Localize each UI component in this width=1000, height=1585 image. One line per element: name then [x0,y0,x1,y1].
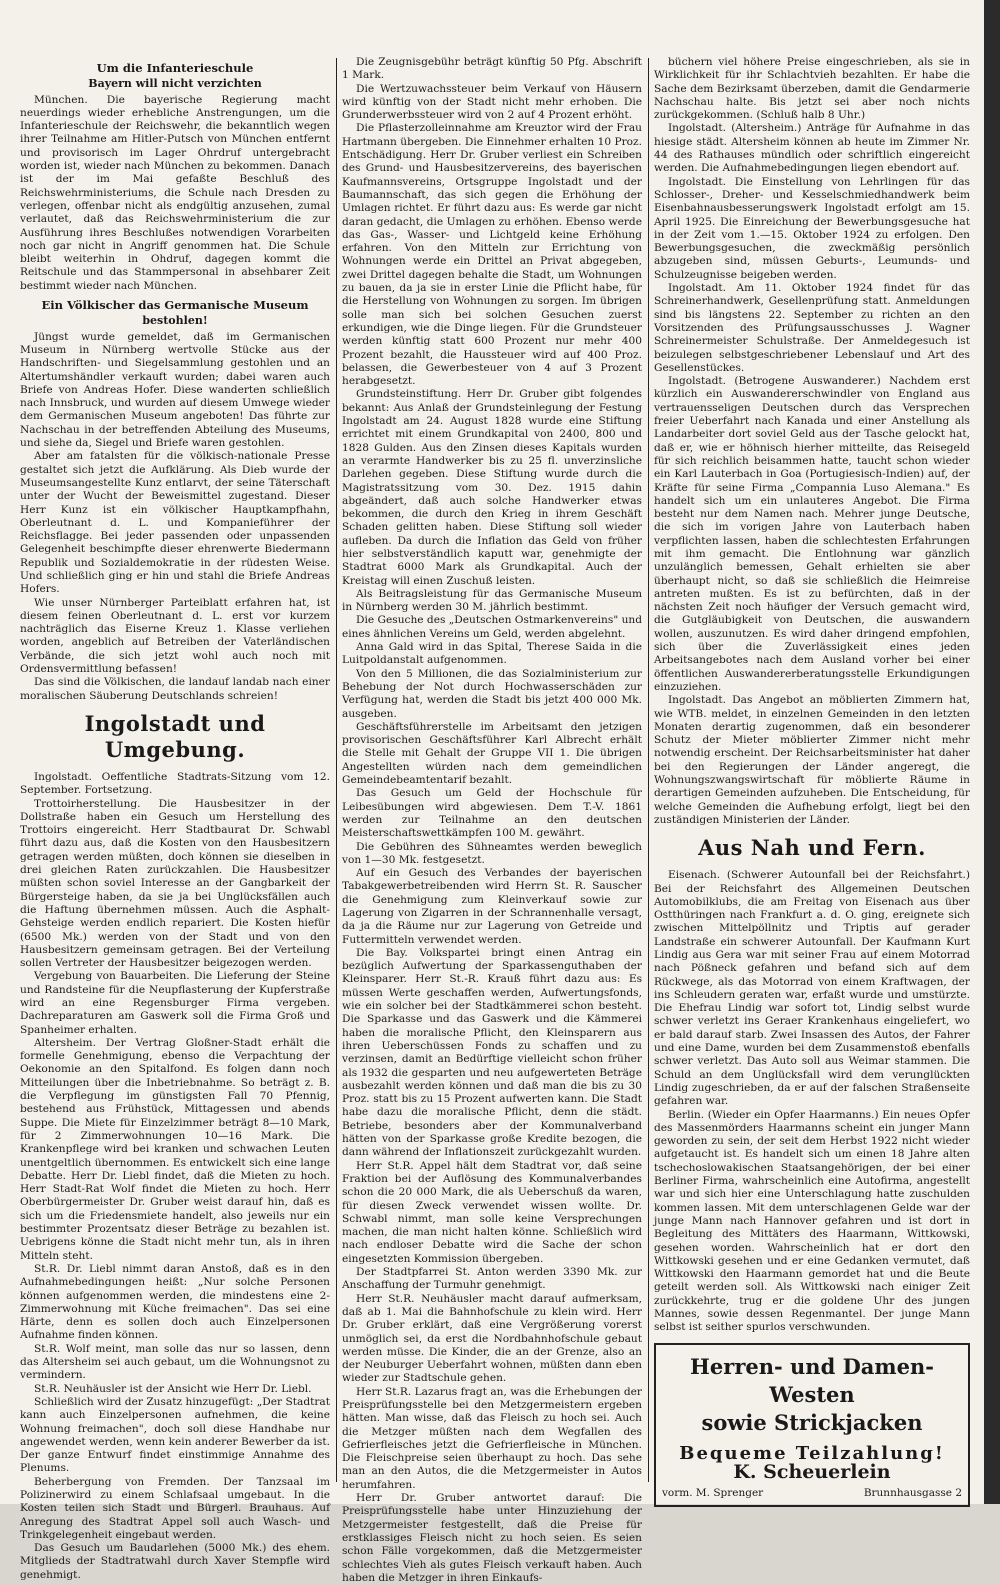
article-paragraph: Ingolstadt. Am 11. Oktober 1924 findet für das Schreinerhandwerk, Gesellenprüfung statt. Anmeldungen sind bis längstens 22. September zu richten an den Vorsitzenden des Prüfungsausschusses J. Wagner Schreinermeister Schulstraße. Der Anmeldegesuch ist beizulegen selbstgeschriebener Lebenslauf und Art des Gesellenstückes. [654,282,970,374]
article-paragraph: St.R. Wolf meint, man solle das nur so lassen, denn das Altersheim sei auch gebaut, um die Wohnungsnot zu vermindern. [20,1342,330,1382]
article-paragraph: Als Beitragsleistung für das Germanische Museum in Nürnberg werden 30 M. jährlich bestimmt. [342,587,642,614]
column-middle [342,56,642,1584]
article-paragraph: Die Gebühren des Sühneamtes werden beweglich von 1—30 Mk. festgesetzt. [342,840,642,866]
subheadline-bayern: Bayern will nicht verzichten [88,77,262,91]
article-paragraph: Wie unser Nürnberger Parteiblatt erfahren hat, ist diesem feinen Oberleutnant d. L. erst vor kurzem nachträglich das Eiserne Kreuz 1. Klasse verliehen worden, angeblich auf Betreiben der Vaterländischen Verbände, die sich jetzt wohl auch noch mit Ordensvermittlung befassen! [20,596,330,676]
article-paragraph: Auf ein Gesuch des Verbandes der bayerischen Tabakgewerbetreibenden wird Herrn St. R. Sauscher die Genehmigung zum Kleinverkauf sowie zur Lagerung von Zigarren in der Schrannenhalle versagt, da ja die Räume nur zur Lagerung von Getreide und Futtermitteln verwendet werden. [342,867,642,946]
article-paragraph: Von den 5 Millionen, die das Sozialministerium zur Behebung der Not durch Hochwasserschäden zur Verfügung hat, werden die Stadt bis jetzt 400 000 Mk. ausgeben. [342,667,642,720]
article-paragraph: büchern viel höhere Preise eingeschrieben, als sie in Wirklichkeit für ihr Schlachtvieh bezahlten. Er habe die Sache dem Bezirksamt überzeben, damit die Gendarmerie Nachschau halte. Bis jetzt sei aber noch nichts zurückgekommen. (Schluß halb 8 Uhr.) [654,56,970,122]
ad-predecessor-note: vorm. M. Sprenger [662,1487,764,1500]
article-paragraph: Eisenach. (Schwerer Autounfall bei der Reichsfahrt.) Bei der Reichsfahrt des Allgemeinen Deutschen Automobilklubs, die am Freitag von Eisenach aus über Ostthüringen nach Frankfurt a. d. O. ging, ereignete sich zwischen Mittelpöllnitz und Triptis auf gerader Landstraße ein schwerer Autounfall. Der Kaufmann Kurt Lindig aus Gera war mit seiner Frau auf einem Motorrad nach Pößneck gefahren und befand sich auf dem Rückwege, als das Motorrad von einem Kraftwagen, der ins Schleudern geraten war, erfaßt wurde und umstürzte. Die Ehefrau Lindig war sofort tot, Lindig selbst wurde schwer verletzt ins Geraer Krankenhaus eingeliefert, wo er bald darauf starb. Zwei Insassen des Autos, der Fahrer und eine Dame, wurden bei dem Zusammenstoß ebenfalls schwer verletzt. Das Auto soll aus Weimar stammen. Die Schuld an dem Unglücksfall wird dem verunglückten Lindig zugeschrieben, da er auf der falschen Straßenseite gefahren war. [654,869,970,1108]
page-edge-shadow [984,0,1000,1504]
column-left [20,56,330,1581]
article-paragraph: St.R. Dr. Liebl nimmt daran Anstoß, daß es in den Aufnahmebedingungen heißt: „Nur solche Personen können aufgenommen werden, die mindestens eine 2-Zimmerwohnung mit Küche freimachen". Das sei eine Härte, denn es sollen doch auch Einzelpersonen Aufnahme finden können. [20,1262,330,1342]
article-paragraph: Das sind die Völkischen, die landauf landab nach einer moralischen Säuberung Deutschlands schreien! [20,676,330,702]
ad-slogan: Bequeme Teilzahlung! [679,1442,945,1464]
article-paragraph: Der Stadtpfarrei St. Anton werden 3390 Mk. zur Anschaffung der Turmuhr genehmigt. [342,1266,642,1292]
article-paragraph: Beherbergung von Fremden. Der Tanzsaal im Polizinerwird zu einem Schlafsaal umgebaut. In die Kosten teilen sich Stadt und Bürgerl. Brauhaus. Auf Anregung des Stadtrat Appel soll auch Wasch- und Trinkgelegenheit eingebaut werden. [20,1475,330,1541]
column-rule [336,58,337,1482]
article-paragraph: Herr St.R. Lazarus fragt an, was die Erhebungen der Preisprüfungsstelle bei den Metzgermeistern ergeben hätten. Man wisse, daß das Fleisch zu hoch sei. Auch die Metzger müßten nach dem Wegfallen des Gefrierfleisches jetzt die Gefrierfleische in München. Die Fleischpreise seien überhaupt zu hoch. Das sehe man an den Autos, die die Metzgermeister in Autos herumfahren. [342,1385,642,1491]
column-right [654,56,970,1500]
article-paragraph: St.R. Neuhäusler ist der Ansicht wie Herr Dr. Liebl. [34,1382,312,1395]
article-paragraph: Herr Dr. Gruber antwortet darauf: Die Preisprüfungsstelle habe unter Hinzuziehung der Metzgermeister festgestellt, daß die Preise für erstklassiges Fleisch nicht zu hoch seien. Es seien schon Fälle vorgekommen, daß die Metzgermeister schlechtes Vieh als gutes Fleisch verkauft haben. Auch haben die Metzger in ihren Einkaufs- [342,1492,642,1584]
article-paragraph: Herr St.R. Appel hält dem Stadtrat vor, daß seine Fraktion bei der Auflösung des Kommunalverbandes schon die 20 000 Mark, die als Ueberschuß da waren, für diesen Zweck verwendet wissen wollte. Dr. Schwabl nimmt, man solle keine Versprechungen machen, die man nicht halten könne. Schließlich wird nach endloser Debatte wird die Sache der schon eingesetzten Kommission übergeben. [342,1159,642,1265]
article-paragraph: Die Zeugnisgebühr beträgt künftig 50 Pfg. Abschrift 1 Mark. [342,56,642,82]
article-paragraph: Berlin. (Wieder ein Opfer Haarmanns.) Ein neues Opfer des Massenmörders Haarmanns scheint ein junger Mann geworden zu sein, der seit dem Herbst 1922 nicht wieder aufgetaucht ist. Es handelt sich um einen 18 Jahre alten tschechoslowakischen Staatsangehörigen, der bei einer Berliner Firma, wahrscheinlich eine Autofirma, angestellt war und sich hier eine Unterschlagung hatte zuschulden kommen lassen. Mit dem unterschlagenen Gelde war der junge Mann nach Hannover gefahren und ist dort in Begleitung des Mittäters des Haarmann, Wittkowski, gesehen worden. Wahrscheinlich hat er dort den Wittkowski gesehen und er eine Gedanken vermutet, daß Wittkowski den Haarmann gemordet hat und die Beute geteilt werden soll. Als Wittkowski nach einiger Zeit zurückkehrte, trug er die goldene Uhr des jungen Mannes, sowie dessen Regenmantel. Der junge Mann selbst ist seither spurlos verschwunden. [654,1108,970,1334]
headline-infanterieschule: Um die Infanterieschule [96,61,254,75]
ad-address: Brunnhausgasse 2 [863,1487,962,1500]
article-paragraph: Herr St.R. Neuhäusler macht darauf aufmerksam, daß ab 1. Mai die Bahnhofschule zu klein wird. Herr Dr. Gruber erklärt, daß eine Vergrößerung vorerst unmöglich sei, da erst die Nordbahnhofschule gebaut werden müsse. Die Kinder, die an der Grenze, also an der Neuburger Ueberfahrt wohnen, müßten dann eben wieder zur Stadtschule gehen. [342,1292,642,1385]
advertisement [654,1343,970,1507]
article-paragraph: Ingolstadt. Das Angebot an möblierten Zimmern hat, wie WTB. meldet, in einzelnen Gemeinden in den letzten Monaten derartig zugenommen, daß ein besonderer Schutz der Mieter möblierter Zimmer nicht mehr notwendig erscheint. Der Reichsarbeitsminister hat daher bei den Regierungen der Länder angeregt, die Wohnungszwangswirtschaft für möblierte Räume in derartigen Gemeinden aufzuheben. Die Entscheidung, für welche Gemeinden die Aufhebung erfolgt, liegt bei den zuständigen Ministerien der Länder. [654,694,970,826]
ad-merchant-name: K. Scheuerlein [733,1460,891,1483]
article-paragraph: Die Pflasterzolleinnahme am Kreuztor wird der Frau Hartmann übergeben. Die Einnehmer erhalten 10 Proz. Entschädigung. Herr Dr. Gruber verliest ein Schreiben des Grund- und Hausbesitzervereins, des bayerischen Kaufmannsvereins, Ortsgruppe Ingolstadt und der Baumannschaft, das sich gegen die Erhöhung der Umlagen richtet. Er führt dazu aus: Es werde gar nicht daran gedacht, die Umlagen zu erhöhen. Ebenso werde das Gas-, Wasser- und Lichtgeld keine Erhöhung erfahren. Von den Mitteln zur Errichtung von Wohnungen werde ein Drittel an Privat abgegeben, zwei Drittel dagegen behalte die Stadt, um Wohnungen zu bauen, da ja sie in erster Linie die Pflicht habe, für die Herstellung von Wohnungen zu sorgen. Im übrigen solle man sich bei solchen Gesuchen zuerst erkundigen, wie die Dinge liegen. Für die Grundsteuer werden künftig statt 600 Prozent nur mehr 400 Prozent bezahlt, die Haussteuer wird auf 400 Proz. belassen, die Gewerbesteuer von 4 auf 3 Prozent herabgesetzt. [342,122,642,388]
subheadline-bestohlen: bestohlen! [142,314,208,328]
article-paragraph: Ingolstadt. (Betrogene Auswanderer.) Nachdem erst kürzlich ein Auswandererschwindler von England aus vertrauensseligen Deutschen durch das Versprechen freier Ueberfahrt nach Kanada und einer Anstellung als Landarbeiter dort soviel Geld aus der Tasche gelockt hat, daß er, wie er höhnisch hierher mitteilte, das Reisegeld für sich reichlich beisammen hatte, taucht schon wieder ein Karl Lauterbach in Goa (Portugiesisch-Indien) auf, der Kräfte für seine Firma „Compannia Luso Alemana." Es handelt sich um ein unlauteres Angebot. Die Firma besteht nur dem Namen nach. Mehrer junge Deutsche, die sich im vorigen Jahre von Lauterbach haben verpflichten lassen, haben die schlechtesten Erfahrungen mit ihm gemacht. Die Entlohnung war gänzlich unzulänglich bemessen, Gehalt erhielten sie aber überhaupt nicht, so daß sie schließlich die Heimreise antreten mußten. Es ist zu befürchten, daß in der nächsten Zeit noch häufiger der Versuch gemacht wird, die Gutgläubigkeit von Deutschen, die auswandern wollen, auszunutzen. Es wird daher dringend empfohlen, sich über die Zuverlässigkeit eines jeden Arbeitsangebotes nach dem Ausland vorher bei einer öffentlichen Auswandererberatungsstelle Erkundigungen einzuziehen. [654,375,970,693]
section-heading-aus-nah-und-fern: Aus Nah und Fern. [698,835,926,861]
column-rule [648,58,649,1482]
article-paragraph: Die Wertzuwachssteuer beim Verkauf von Häusern wird künftig von der Stadt nicht mehr erhoben. Die Grunderwerbssteuer wird von 2 auf 4 Prozent erhöht. [342,82,642,122]
article-paragraph: Trottoirherstellung. Die Hausbesitzer in der Dollstraße haben ein Gesuch um Herstellung des Trottoirs eingereicht. Herr Stadtbaurat Dr. Schwabl führt dazu aus, daß die Kosten von den Hausbesitzern getragen werden müßten, doch können sie dieselben in drei gleichen Raten zurückzahlen. Die Hausbesitzer müßten schon soviel Interesse an der Gangbarkeit der Bürgersteige haben, da sie ja bei Unglücksfällen auch die Haftung übernehmen müssen. Auch die Asphalt-Gehsteige werden endlich repariert. Die Kosten hiefür (6500 Mk.) werden von der Stadt und von den Hausbesitzern gemeinsam getragen. Bei der Verteilung sollen Vertreter der Hausbesitzer beigezogen werden. [20,797,330,970]
section-heading-ingolstadt: Ingolstadt und Umgebung. [84,710,266,762]
article-paragraph: Das Gesuch um Baudarlehen (5000 Mk.) des ehem. Mitglieds der Stadtratwahl durch Xaver Stempfle wird genehmigt. [20,1542,330,1581]
ad-subheadline: sowie Strickjacken [701,1409,923,1435]
article-paragraph: Jüngst wurde gemeldet, daß im Germanischen Museum in Nürnberg wertvolle Stücke aus der Handschriften- und Siegelsammlung gestohlen und an Altertumshändler verkauft wurden; dabei waren auch Briefe von Andreas Hofer. Diese wanderten schließlich nach Innsbruck, und wurden auf diesem Umwege wieder dem Germanischen Museum angeboten! Das führte zur Nachschau in der betreffenden Abteilung des Museums, und siehe da, Siegel und Briefe waren gestohlen. [20,330,330,450]
article-paragraph: Das Gesuch um Geld der Hochschule für Leibesübungen wird abgewiesen. Dem T.-V. 1861 werden zur Teilnahme an den deutschen Meisterschaftswettkämpfen 100 M. gewährt. [342,787,642,840]
article-paragraph: Altersheim. Der Vertrag Gloßner-Stadt erhält die formelle Genehmigung, ebenso die Verpachtung der Oekonomie an den Spitalfond. Es folgen dann noch Mitteilungen über die Inbetriebnahme. So beträgt z. B. die Verpflegung im günstigsten Fall 70 Pfennig, bestehend aus Frühstück, Mittagessen und abends Suppe. Die Miete für Einzelzimmer beträgt 8—10 Mark, für 2 Zimmerwohnungen 10—16 Mark. Die Krankenpflege wird bei kranken und schwachen Leuten unentgeltlich übernommen. Es entwickelt sich eine lange Debatte. Herr Dr. Liebl findet, daß die Mieten zu hoch. Herr Stadt-Rat Wolf findet die Mieten zu hoch. Herr Oberbürgermeister Dr. Gruber weist darauf hin, daß es sich um die Friedensmiete handelt, also jeweils nur ein bestimmter Prozentsatz dieser Beträge zu bezahlen ist. Uebrigens könne die Stadt nicht mehr tun, als in ihren Mitteln steht. [20,1036,330,1262]
article-paragraph: Schließlich wird der Zusatz hinzugefügt: „Der Stadtrat kann auch Einzelpersonen aufnehmen, die keine Wohnung freimachen", doch soll diese Handhabe nur angewendet werden, wenn kein anderer Bewerber da ist. Der ganze Entwurf findet einstimmige Annahme des Plenums. [20,1395,330,1475]
article-paragraph: Grundsteinstiftung. Herr Dr. Gruber gibt folgendes bekannt: Aus Anlaß der Grundsteinlegung der Festung Ingolstadt am 24. August 1828 wurde eine Stiftung errichtet mit einem Grundkapital von 2400, 800 und 1828 Gulden. Aus den Zinsen dieses Kapitals wurden an verarmte Handwerker bis zu 25 fl. unverzinsliche Darlehen gegeben. Diese Stiftung wurde durch die Magistratssitzung vom 30. Dez. 1915 dahin abgeändert, daß auch solche Handwerker etwas bekommen, die durch den Krieg in ihrem Geschäft Schaden gelitten haben. Diese Stiftung soll wieder aufleben. Da durch die Inflation das Geld von früher hier selbstverständlich kaputt war, genehmigte der Stadtrat 6000 Mark als Grundkapital. Auch der Kreistag will einen Zuschuß leisten. [342,388,642,587]
article-paragraph: München. Die bayerische Regierung macht neuerdings wieder erhebliche Anstrengungen, um die Infanterieschule der Reichswehr, die bekanntlich wegen ihrer Teilnahme am Hitler-Putsch von München entfernt und provisorisch im Lager Ohrdruf untergebracht worden ist, wieder nach München zu bekommen. Danach ist der im Mai gefaßte Beschluß des Reichswehrministeriums, die Schule nach Dresden zu verlegen, offenbar nicht als endgültig anzusehen, zumal verlautet, daß das Reichswehrministerium die zur Ausführung ihres Beschlußes notwendigen Vorarbeiten noch gar nicht in Angriff genommen hat. Die Schule bleibt weiterhin in Ohdruf, dagegen kommt die Reitschule und das Stammpersonal in absehbarer Zeit bestimmt wieder nach München. [20,93,330,292]
article-paragraph: Anna Gald wird in das Spital, Therese Saida in die Luitpoldanstalt aufgenommen. [342,641,642,667]
article-paragraph: Ingolstadt. Oeffentliche Stadtrats-Sitzung vom 12. September. Fortsetzung. [20,770,330,797]
ad-headline: Herren- und Damen-Westen [690,1353,934,1407]
article-paragraph: Ingolstadt. (Altersheim.) Anträge für Aufnahme in das hiesige städt. Altersheim können ab heute im Zimmer Nr. 44 des Rathauses mündlich oder schriftlich eingereicht werden. Die Aufnahmebedingungen liegen ebendort auf. [654,122,970,175]
article-paragraph: Aber am fatalsten für die völkisch-nationale Presse gestaltet sich jetzt die Aufklärung. Als Dieb wurde der Museumsangestellte Kunz entlarvt, der seine Täterschaft unter der Wucht der Beweismittel zugestand. Dieser Herr Kunz ist ein völkischer Hauptkampfhahn, Oberleutnant d. L. und Kompanieführer der Reichsflagge. Bei jeder passenden oder unpassenden Gelegenheit beschimpfte dieser ehrenwerte Biedermann Republik und Sozialdemokratie in der rüdesten Weise. Und schließlich ging er hin und stahl die Briefe Andreas Hofers. [20,450,330,596]
article-paragraph: Die Gesuche des „Deutschen Ostmarkenvereins" und eines ähnlichen Vereins um Geld, werden abgelehnt. [342,614,642,640]
ad-footer [660,1487,964,1500]
article-paragraph: Ingolstadt. Die Einstellung von Lehrlingen für das Schlosser-, Dreher- und Kesselschmiedhandwerk beim Eisenbahnausbesserungswerk Ingolstadt erfolgt am 15. April 1925. Die Einreichung der Bewerbungsgesuche hat in der Zeit vom 1.—15. Oktober 1924 zu erfolgen. Den Bewerbungsgesuchen, die zweckmäßig persönlich abzugeben sind, müssen Geburts-, Leumunds- und Schulzeugnisse beigeben werden. [654,175,970,281]
article-paragraph: Die Bay. Volkspartei bringt einen Antrag ein bezüglich Aufwertung der Sparkassenguthaben der Kleinsparer. Herr St.-R. Krauß führt dazu aus: Es müssen Werte geschaffen werden, Aufwertungsfonds, wie ein solcher bei der Stadtkämmerei schon besteht. Die Sparkasse und das Gaswerk und die Kämmerei haben die moralische Pflicht, den Kleinsparern aus ihren Ueberschüssen Fonds zu schaffen und zu verzinsen, damit an Bedürftige vielleicht schon früher als 1932 die gesparten und neu aufgewerteten Beträge ausbezahlt werden können und daß man die bis zu 30 Proz. statt bis zu 15 Prozent aufwerten kann. Die Stadt habe dazu die moralische Pflicht, denn die städt. Betriebe, besonders aber der Kommunalverband hätten von der Sparkasse große Kredite bezogen, die dann während der Inflationszeit zurückgezahlt wurden. [342,946,642,1159]
article-paragraph: Geschäftsführerstelle im Arbeitsamt den jetzigen provisorischen Geschäftsführer Karl Albrecht erhält die Stelle mit Gehalt der Gruppe VII 1. Die übrigen Angestellten würden nach dem gemeindlichen Gemeindebeamtentarif bezahlt. [342,720,642,787]
article-paragraph: Vergebung von Bauarbeiten. Die Lieferung der Steine und Randsteine für die Neupflasterung der Kupferstraße wird an eine Regensburger Firma vergeben. Dachreparaturen am Gaswerk soll die Firma Groß und Spanheimer erhalten. [20,970,330,1036]
headline-museum: Ein Völkischer das Germanische Museum [41,298,309,313]
